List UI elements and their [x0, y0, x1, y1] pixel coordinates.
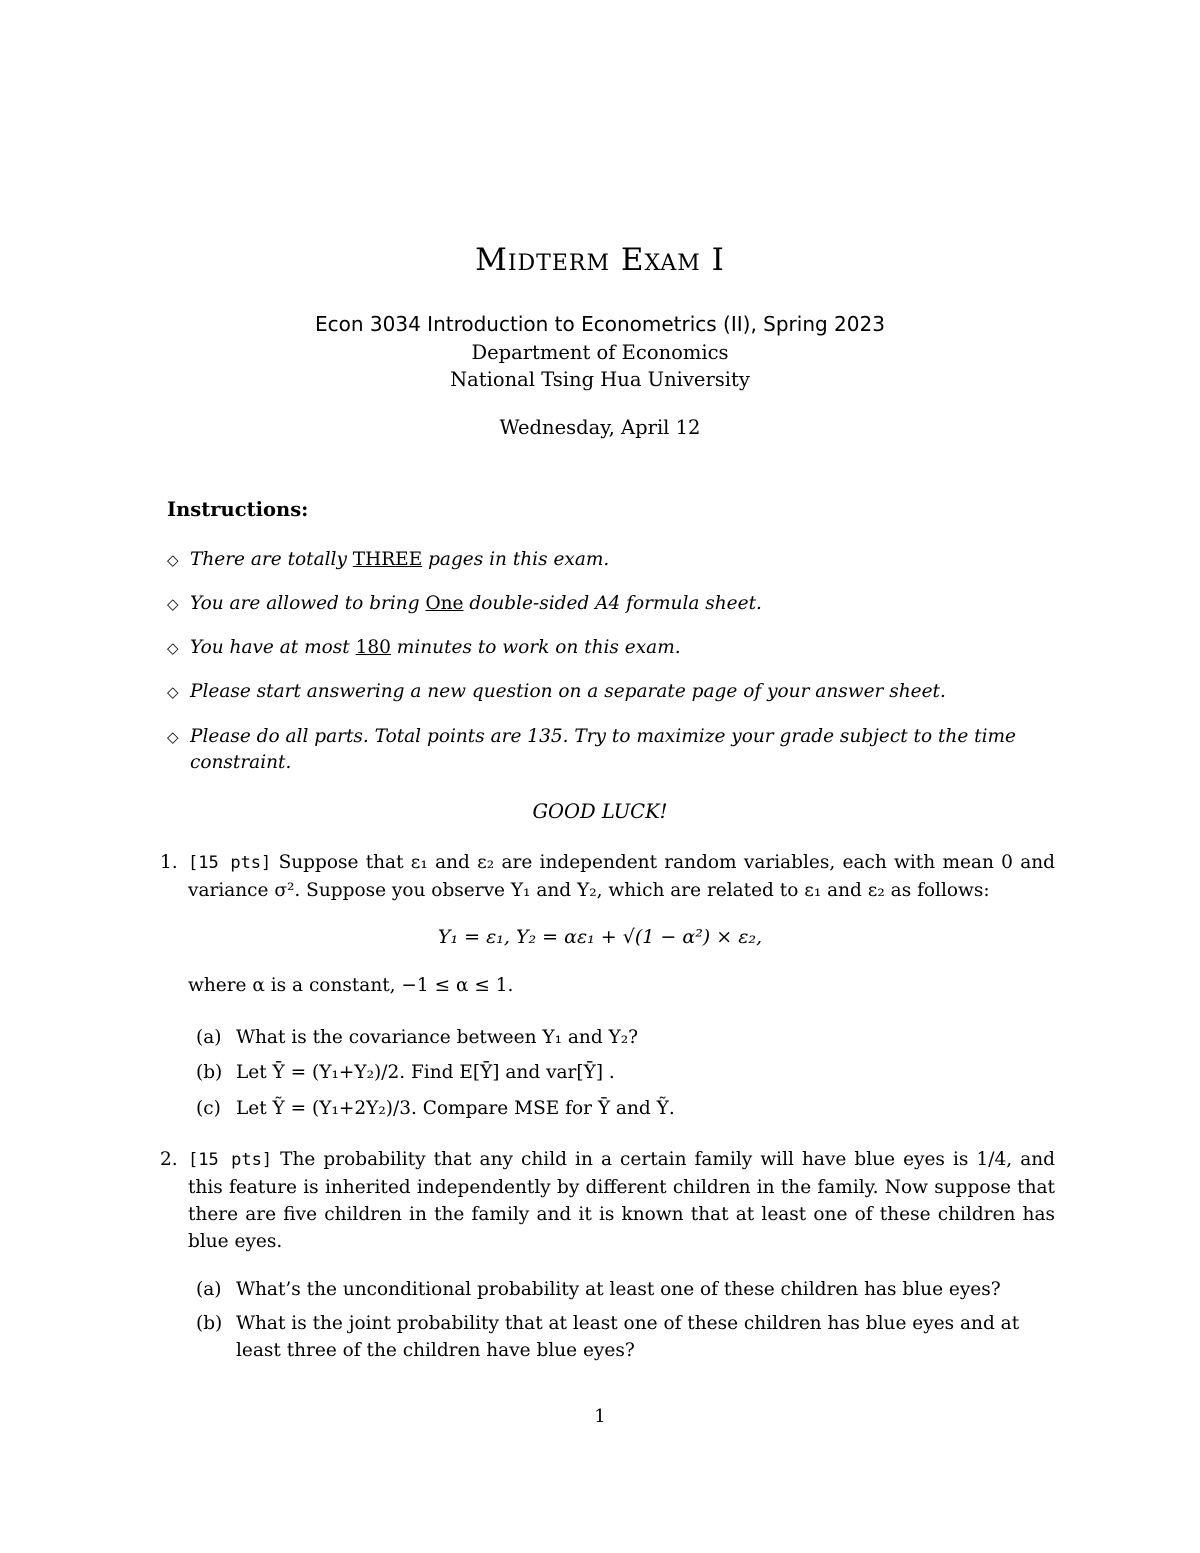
question-part	[196, 1059, 1056, 1086]
question-text: The probability that any child in a certain family will have blue eyes is 1/4, and this feature is inherited independently by different children in the family. Now suppose that there are five children in the family and it is known that at least one of these children has blue eyes.	[188, 1149, 1055, 1252]
question-1-where: where α is a constant, −1 ≤ α ≤ 1.	[188, 975, 514, 996]
instructions-heading: Instructions:	[167, 498, 309, 521]
diamond-bullet-icon: ◇	[167, 683, 179, 701]
instruction-text: Please do all parts. Total points are 135. Try to maximize your grade subject to the time constraint.	[190, 726, 1016, 773]
good-luck: GOOD LUCK!	[532, 800, 668, 823]
question-points: [15 pts]	[188, 1150, 273, 1170]
exam-date: Wednesday, April 12	[499, 416, 701, 439]
question-1	[160, 849, 1055, 904]
instruction-item	[167, 724, 1057, 776]
instruction-text: pages in this exam.	[422, 549, 610, 570]
department: Department of Economics	[471, 341, 729, 364]
question-text: Suppose that ε₁ and ε₂ are independent random variables, each with mean 0 and variance σ². Suppose you observe Y₁ and Y₂, which are related to ε₁ and ε₂ as follows:	[188, 852, 1055, 901]
page-title: Midterm Exam I	[475, 242, 725, 278]
instruction-text: minutes to work on this exam.	[390, 637, 681, 658]
question-part	[196, 1024, 1056, 1051]
question-points: [15 pts]	[188, 853, 272, 873]
diamond-bullet-icon: ◇	[167, 551, 179, 569]
question-1-equation: Y₁ = ε₁, Y₂ = αε₁ + √(1 − α²) × ε₂,	[437, 926, 763, 948]
question-number: 1.	[160, 852, 178, 873]
diamond-bullet-icon: ◇	[167, 728, 179, 746]
question-number: 2.	[160, 1149, 178, 1170]
part-label: (c)	[196, 1098, 221, 1119]
part-text: Let Ȳ = (Y₁+Y₂)/2. Find E[Ȳ] and var[Ȳ] .	[236, 1062, 615, 1083]
instruction-item	[167, 591, 1057, 617]
instruction-text: double-sided A4 formula sheet.	[463, 593, 762, 614]
part-text: What’s the unconditional probability at least one of these children has blue eyes?	[236, 1279, 1001, 1300]
part-label: (b)	[196, 1062, 223, 1083]
university: National Tsing Hua University	[450, 368, 750, 391]
part-text: Let Ỹ = (Y₁+2Y₂)/3. Compare MSE for Ȳ and Ỹ.	[236, 1098, 675, 1119]
instruction-item	[167, 679, 1057, 705]
page-number: 1	[594, 1406, 606, 1427]
instruction-item	[167, 635, 1057, 661]
instruction-item	[167, 547, 1057, 573]
question-part	[196, 1095, 1056, 1122]
diamond-bullet-icon: ◇	[167, 639, 179, 657]
part-label: (b)	[196, 1313, 223, 1334]
question-2	[160, 1146, 1055, 1255]
instruction-text: Please start answering a new question on a separate page of your answer sheet.	[190, 681, 946, 702]
part-text: What is the joint probability that at least one of these children has blue eyes and at least three of the children have blue eyes?	[236, 1313, 1020, 1361]
instruction-emphasis: 180	[355, 637, 391, 658]
question-part	[196, 1310, 1056, 1364]
part-label: (a)	[196, 1279, 222, 1300]
part-label: (a)	[196, 1027, 222, 1048]
instruction-text: You have at most	[190, 637, 356, 658]
instruction-emphasis: THREE	[352, 549, 423, 570]
instruction-text: There are totally	[190, 549, 353, 570]
diamond-bullet-icon: ◇	[167, 595, 179, 613]
course-name: Econ 3034 Introduction to Econometrics (II), Spring 2023	[315, 312, 885, 336]
question-part	[196, 1276, 1056, 1303]
instruction-emphasis: One	[425, 593, 464, 614]
instruction-text: You are allowed to bring	[190, 593, 426, 614]
part-text: What is the covariance between Y₁ and Y₂?	[236, 1027, 639, 1048]
